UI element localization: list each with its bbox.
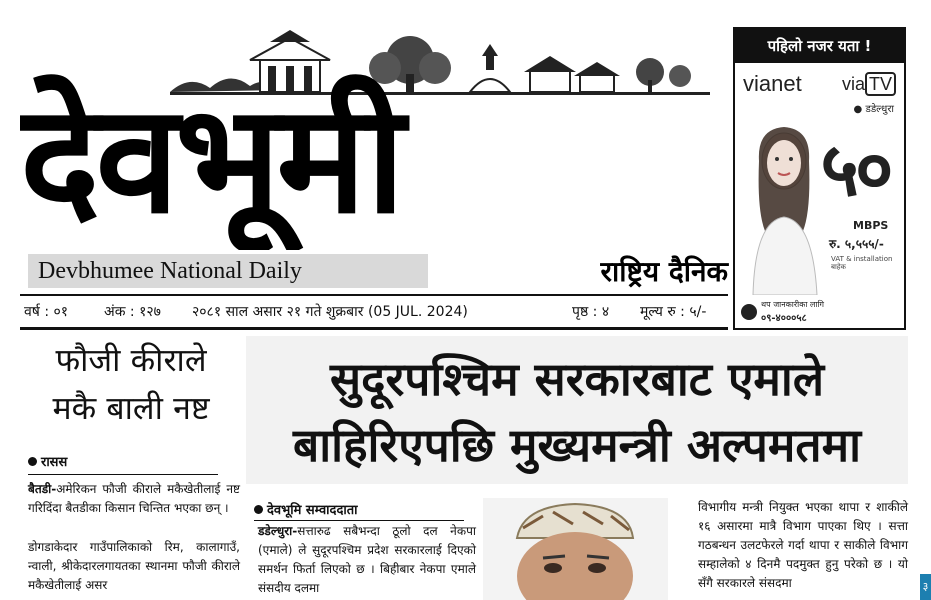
main-headline-line1: सुदूरपश्चिम सरकारबाट एमाले (329, 352, 825, 406)
bullet-icon (28, 457, 37, 466)
dateline-bottom-rule (20, 327, 728, 330)
ad-body (735, 115, 904, 295)
ad-footer-number: ०९-४०००५८ (761, 313, 807, 324)
vianet-advertisement[interactable] (733, 27, 906, 330)
dateline (24, 298, 724, 326)
location-pin-icon: ● (853, 104, 863, 115)
main-dateline-lead: डडेल्धुरा- (258, 524, 298, 538)
main-story-paragraph-2: विभागीय मन्त्री नियुक्त भएका थापा र शाकीले १६ असारमा मात्रै विभाग पाएका थिए । सत्ता गठबन्धन उलटफेरले गर्दा थापा र साकीले विभाग सम्हालेको ४ दिनमै पदमुक्त हुनु परेको छ । यो सँगै सरकारले संसदमा (698, 500, 908, 590)
left-dateline-lead: बैतडी- (28, 482, 57, 496)
cover-price: मूल्य रु : ५/- (640, 304, 707, 320)
byline-rule (254, 520, 464, 521)
chief-minister-photo (483, 498, 668, 600)
portrait-illustration (483, 498, 668, 600)
left-story-byline (28, 452, 218, 475)
publication-date: २०८१ साल असार २१ गते शुक्रबार (05 JUL. 2024) (192, 304, 468, 320)
ad-location-text: डडेल्धुरा (865, 104, 894, 115)
english-name: Devbhumee National Daily (38, 257, 302, 284)
newspaper-title: देवभूमी (20, 73, 402, 247)
tagline: राष्ट्रिय दैनिक (600, 255, 728, 288)
left-headline-line2: मकै बाली नष्ट (52, 389, 210, 427)
main-headline[interactable] (246, 346, 908, 486)
ad-footer (735, 295, 904, 328)
viatv-prefix: via (841, 73, 865, 94)
left-story-paragraph-1 (28, 480, 240, 518)
ad-price-note: VAT & installation बाहेक (831, 255, 893, 271)
left-story (20, 336, 242, 600)
main-story-byline (254, 500, 464, 518)
page-corner-tab[interactable]: ३ (920, 574, 931, 600)
ad-location (735, 101, 904, 115)
phone-icon (741, 304, 757, 320)
main-story-paragraph-1 (258, 522, 476, 598)
bullet-icon (254, 505, 263, 514)
main-p1-text: सत्तारुढ सबैभन्दा ठूलो दल नेकपा (एमाले) ले सुदूरपश्चिम प्रदेश सरकारलाई दिएको समर्थन फिर्ता लिएको छ । बिहीबार नेकपा एमाले संसदीय दलमा (258, 524, 476, 595)
left-headline-line1: फौजी कीराले (55, 341, 207, 379)
viatv-logo (842, 74, 896, 95)
viatv-box: TV (865, 72, 896, 96)
left-byline-text: रासस (41, 455, 68, 470)
left-story-headline[interactable] (20, 336, 242, 436)
ad-speed: ५० (820, 127, 890, 213)
masthead (20, 30, 728, 290)
main-byline-text: देवभूमि सम्वाददाता (267, 503, 358, 518)
ad-price: रु. ५,५५५/- (829, 237, 884, 251)
left-p1-text: अमेरिकन फौजी कीराले मकैखेतीलाई नष्ट गरिदिंदा बैतडीका किसान चिन्तित भएका छन् । (28, 482, 240, 515)
dateline-top-rule (20, 294, 728, 296)
left-story-paragraph-2: डोगडाकेदार गाउँपालिकाको रिम, कालागाउँ, न्वाली, श्रीकेदारलगायतका स्थानमा फौजी कीराले मकैखेतीलाई असर (28, 540, 240, 592)
vianet-logo: vianet (743, 71, 802, 96)
main-headline-line2: बाहिरिएपछि मुख्यमन्त्री अल्पमतमा (292, 418, 862, 472)
volume: वर्ष : ०१ (24, 304, 69, 320)
ad-header: पहिलो नजर यता ! (735, 29, 904, 63)
english-name-banner (28, 254, 428, 288)
main-headline-panel (246, 336, 908, 484)
issue-number: अंक : १२७ (104, 304, 161, 320)
ad-footer-label: थप जानकारीका लागि (761, 300, 825, 309)
ad-brands (735, 63, 904, 97)
ad-contact (761, 299, 824, 324)
ad-unit: MBPS (853, 219, 889, 232)
page-count: पृष्ठ : ४ (572, 304, 610, 320)
